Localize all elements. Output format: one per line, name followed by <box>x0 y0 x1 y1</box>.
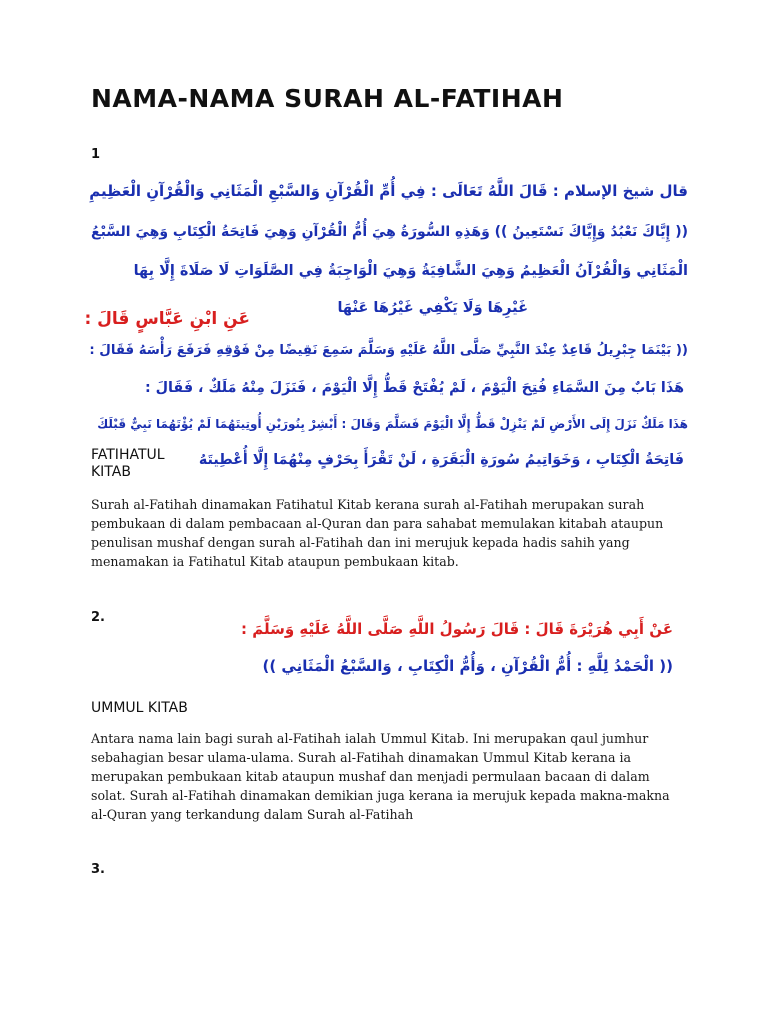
arabic-line: هَذَا مَلَكٌ نَزَلَ إِلَى الأَرْضِ لَمْ يَنْزِلْ قَطُّ إِلَّا الْيَوْمَ فَسَلَّمَ وَقَالَ : أَبْشِرْ بِنُورَيْنِ أُوتِيتَهُمَا لَمْ يُؤْتَهُمَا نَبِيٌّ قَبْلَكَ <box>97 417 688 431</box>
section-heading-fatihatul-kitab <box>91 447 165 481</box>
section-number-3: 3. <box>91 862 105 877</box>
section-heading-ummul-kitab: UMMUL KITAB <box>91 700 188 716</box>
arabic-blue-line: (( الْحَمْدُ لِلَّهِ : أُمُّ الْقُرْآنِ ، وَأُمُّ الْكِتَابِ ، وَالسَّبْعُ الْمَثَانِي )) <box>262 657 673 675</box>
page-title: NAMA-NAMA SURAH AL-FATIHAH <box>91 84 564 113</box>
arabic-line: (( إِيَّاكَ نَعْبُدُ وَإِيَّاكَ نَسْتَعِينُ )) وَهَذِهِ السُّورَةُ هِيَ أُمُّ الْقُرْآنِ وَهِيَ فَاتِحَةُ الْكِتَابِ وَهِيَ السَّبْعُ <box>91 224 688 240</box>
arabic-red-prefix: عَنِ ابْنِ عَبَّاسٍ قَالَ : <box>84 309 250 329</box>
arabic-line: قال شيخ الإسلام : قَالَ اللَّهُ تَعَالَى : فِي أُمِّ الْقُرْآنِ وَالسَّبْعِ الْمَثَانِي وَالْقُرْآنِ الْعَظِيمِ <box>89 182 688 200</box>
arabic-line: (( بَيْنَمَا جِبْرِيلُ قَاعِدٌ عِنْدَ النَّبِيِّ صَلَّى اللَّهُ عَلَيْهِ وَسَلَّمَ سَمِعَ نَقِيضًا مِنْ فَوْقِهِ فَرَفَعَ رَأْسَهُ فَقَالَ : <box>89 343 688 358</box>
paragraph-ummul-kitab: Antara nama lain bagi surah al-Fatihah ialah Ummul Kitab. Ini merupakan qaul jumhur sebahagian besar ulama-ulama. Surah al-Fatihah dinamakan Ummul Kitab kerana ia merupakan pembukaan kitab ataupun mushaf dan menjadi permulaan bacaan di dalam solat. Surah al-Fatihah dinamakan demikian juga kerana ia merujuk kepada makna-makna al-Quran yang terkandung dalam Surah al-Fatihah <box>91 731 670 822</box>
arabic-line: غَيْرِهَا وَلَا يَكْفِي غَيْرُهَا عَنْهَا <box>337 300 528 316</box>
heading-line: KITAB <box>91 464 131 480</box>
paragraph-fatihatul-kitab: Surah al-Fatihah dinamakan Fatihatul Kitab kerana surah al-Fatihah merupakan surah pembukaan di dalam pembacaan al-Quran dan para sahabat memulakan kitabah ataupun penulisan mushaf dengan surah al-Fatihah dan ini merujuk kepada hadis sahih yang menamakan ia Fatihatul Kitab ataupun pembukaan kitab. <box>91 497 664 569</box>
section-number-1: 1 <box>91 147 101 162</box>
arabic-red-line: عَنْ أَبِي هُرَيْرَةَ قَالَ : قَالَ رَسُولُ اللَّهِ صَلَّى اللَّهُ عَلَيْهِ وَسَلَّمَ : <box>241 620 673 638</box>
heading-line: FATIHATUL <box>91 447 165 463</box>
arabic-line: الْمَثَانِي وَالْقُرْآنُ الْعَظِيمُ وَهِيَ الشَّافِيَةُ وَهِيَ الْوَاجِبَةُ فِي الصَّلَوَاتِ لَا صَلَاةَ إِلَّا بِهَا <box>133 263 688 279</box>
section-number-2: 2. <box>91 610 105 625</box>
arabic-line: فَاتِحَةُ الْكِتَابِ ، وَخَوَاتِيمُ سُورَةِ الْبَقَرَةِ ، لَنْ تَقْرَأَ بِحَرْفٍ مِنْهُمَا إِلَّا أُعْطِيتَهُ <box>198 452 684 468</box>
arabic-line: هَذَا بَابٌ مِنَ السَّمَاءِ فُتِحَ الْيَوْمَ ، لَمْ يُفْتَحْ قَطُّ إِلَّا الْيَوْمَ ، فَنَزَلَ مِنْهُ مَلَكٌ ، فَقَالَ : <box>144 380 684 396</box>
